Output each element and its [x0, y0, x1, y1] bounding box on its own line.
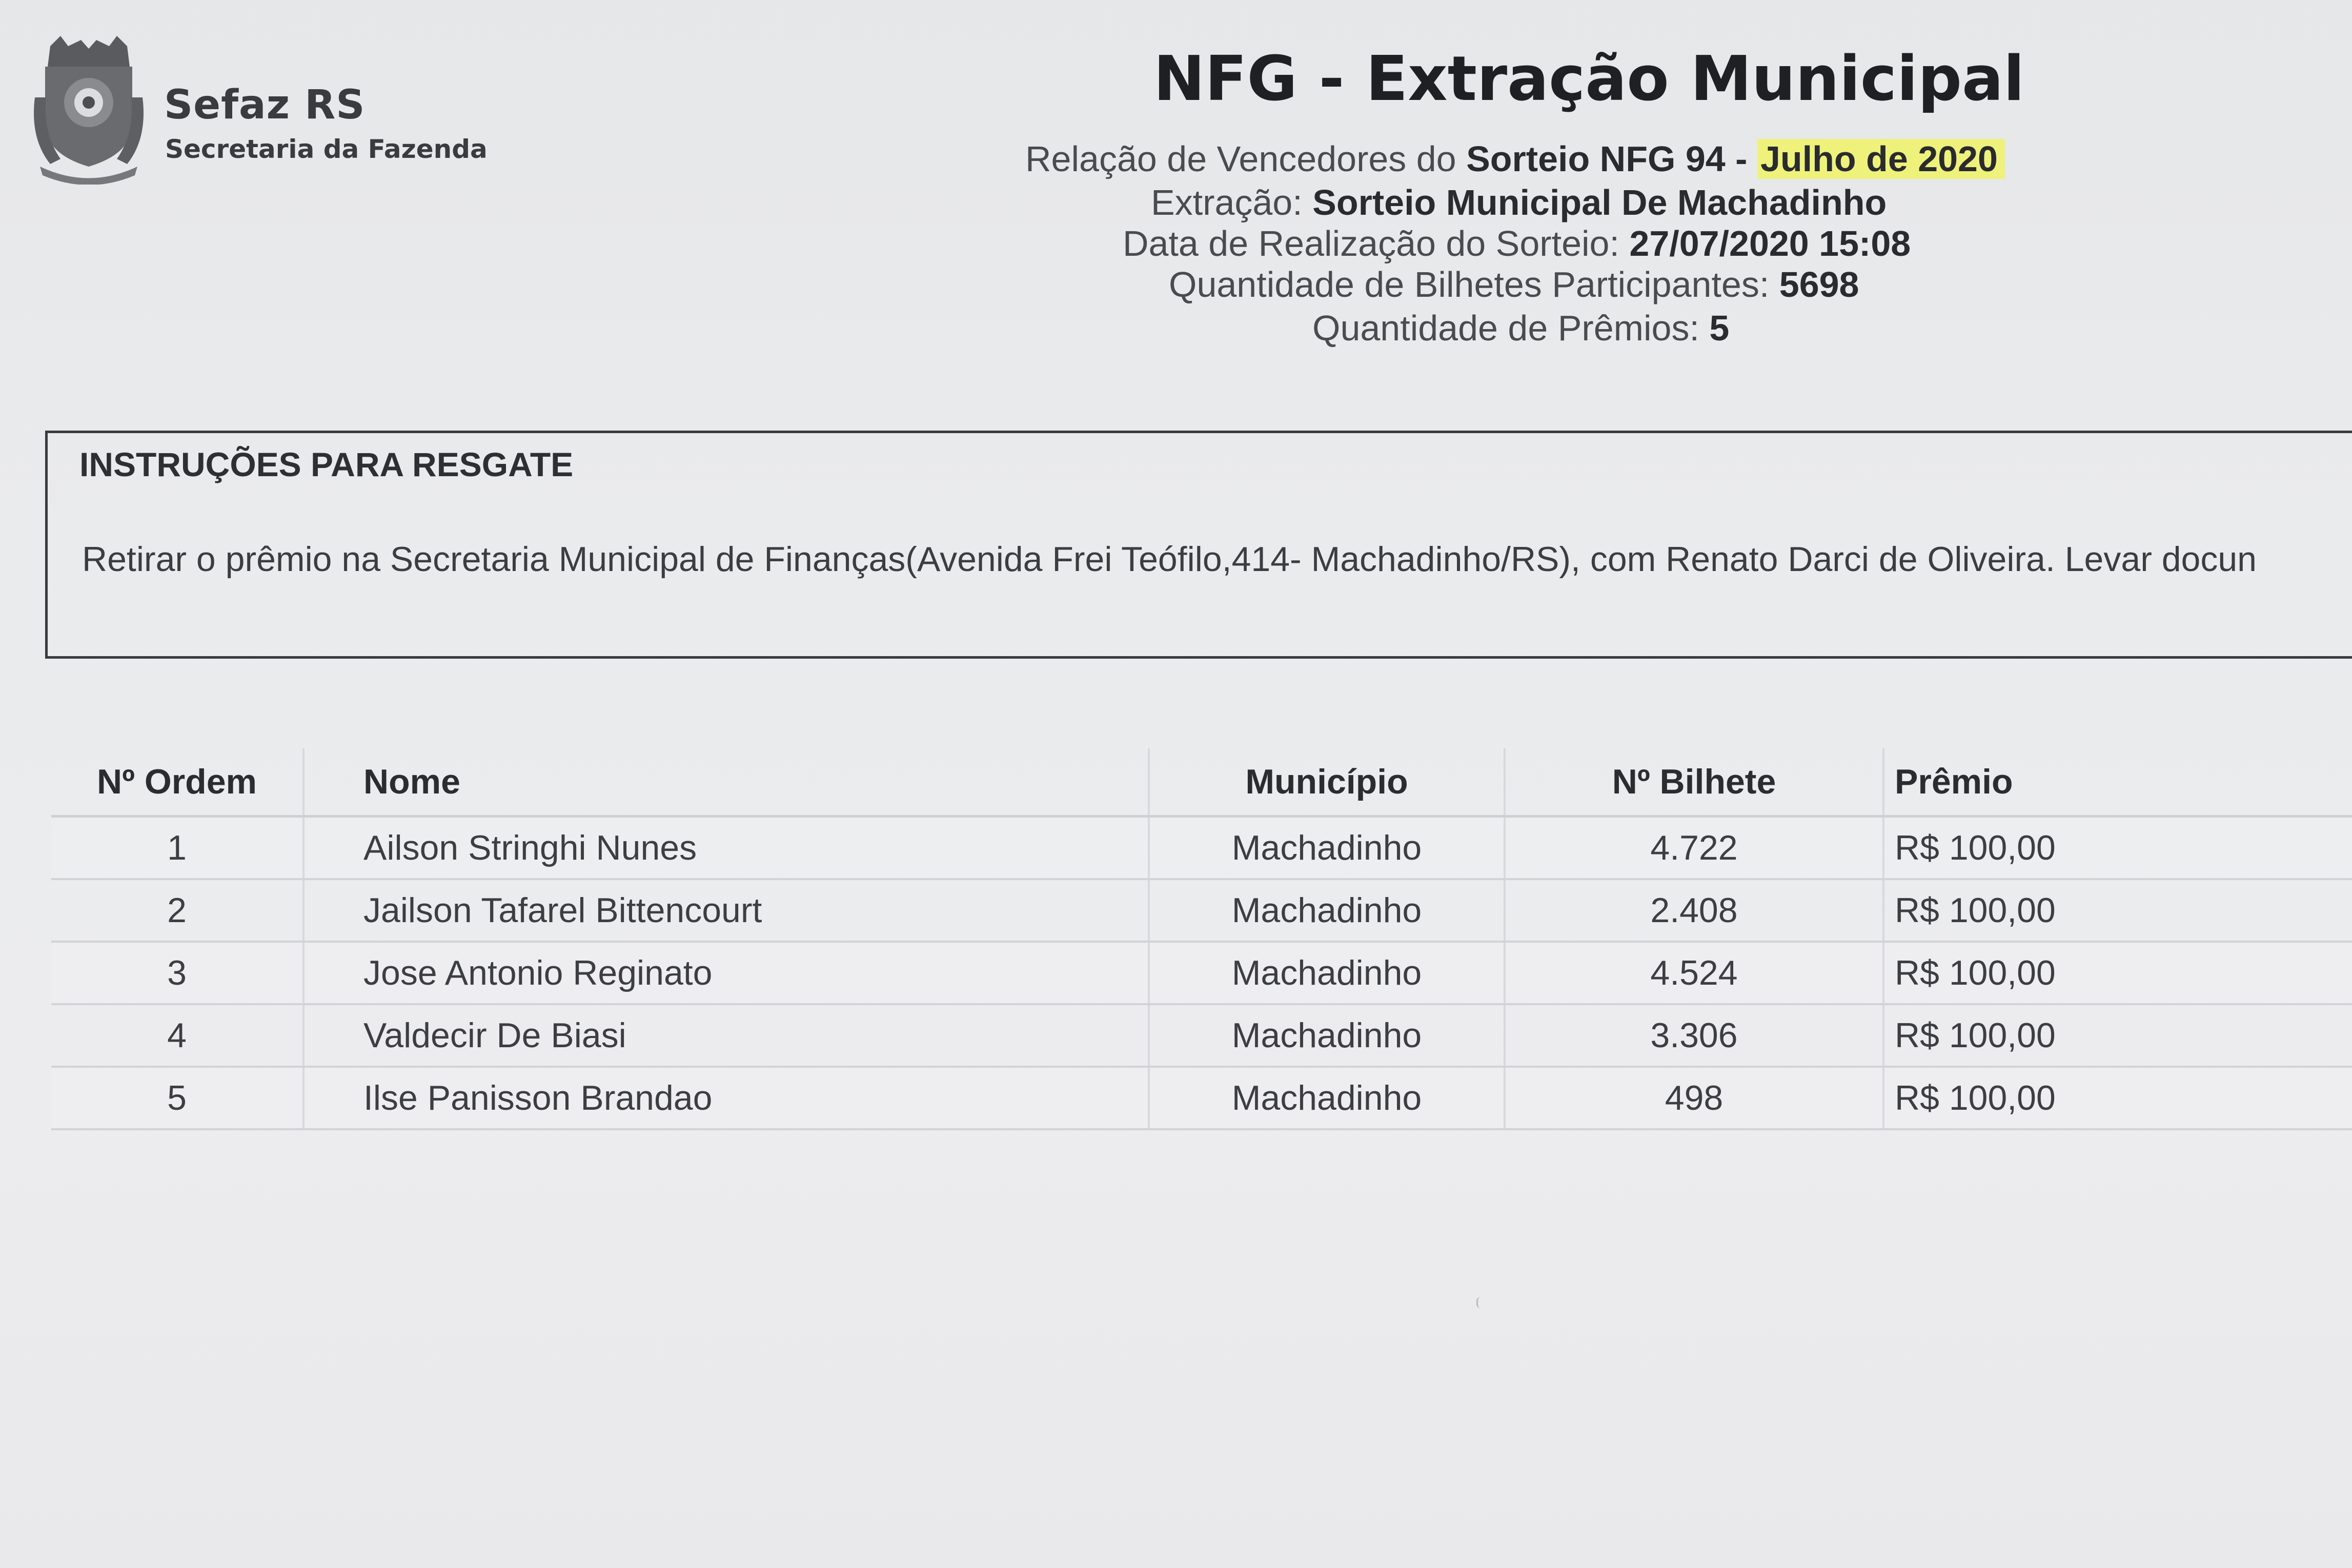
table-row	[51, 879, 2352, 942]
table-row	[51, 817, 2352, 880]
date-label: Data de Realização do Sorteio:	[1123, 223, 1619, 263]
prizes-value: 5	[1709, 308, 1730, 348]
cell-ordem: 3	[51, 942, 303, 1004]
col-header-ordem: Nº Ordem	[51, 748, 303, 817]
tickets-value: 5698	[1779, 264, 1859, 304]
header-line-tickets	[1169, 264, 1859, 305]
winners-table	[51, 748, 2352, 1130]
page-title: NFG - Extração Municipal	[1153, 44, 2025, 115]
col-header-premio: Prêmio	[1883, 748, 2352, 817]
header-line-extraction	[1151, 182, 1887, 223]
draw-month-highlight: Julho de 2020	[1757, 139, 2005, 179]
brand-subtitle: Secretaria da Fazenda	[165, 134, 488, 164]
cell-premio: R$ 100,00	[1883, 879, 2352, 942]
prizes-label: Quantidade de Prêmios:	[1312, 308, 1699, 348]
table-row	[51, 1067, 2352, 1129]
cell-municipio: Machadinho	[1149, 817, 1505, 880]
cell-municipio: Machadinho	[1149, 1067, 1505, 1129]
extraction-value: Sorteio Municipal De Machadinho	[1312, 182, 1887, 222]
cell-nome: Valdecir De Biasi	[303, 1004, 1149, 1067]
cell-bilhete: 4.722	[1505, 817, 1883, 880]
table-row	[51, 1004, 2352, 1067]
brand-name: Sefaz RS	[164, 82, 366, 128]
col-header-nome: Nome	[303, 748, 1149, 817]
col-header-bilhete: Nº Bilhete	[1505, 748, 1883, 817]
cell-nome: Jailson Tafarel Bittencourt	[303, 879, 1149, 942]
cell-premio: R$ 100,00	[1883, 942, 2352, 1004]
extraction-label: Extração:	[1151, 182, 1303, 222]
cell-ordem: 1	[51, 817, 303, 880]
table-header-row	[51, 748, 2352, 817]
instructions-title: INSTRUÇÕES PARA RESGATE	[79, 445, 574, 483]
draw-label: Relação de Vencedores do	[1025, 139, 1456, 179]
cell-bilhete: 2.408	[1505, 879, 1883, 942]
cell-municipio: Machadinho	[1149, 879, 1505, 942]
cell-premio: R$ 100,00	[1883, 817, 2352, 880]
rs-coat-of-arms-icon	[30, 36, 148, 185]
col-header-municipio: Município	[1149, 748, 1505, 817]
cell-bilhete: 498	[1505, 1067, 1883, 1129]
paper-mark	[1476, 1297, 1485, 1308]
header-line-date	[1123, 223, 1911, 264]
header-line-prizes	[1312, 308, 1729, 349]
cell-municipio: Machadinho	[1149, 1004, 1505, 1067]
cell-municipio: Machadinho	[1149, 942, 1505, 1004]
cell-nome: Ilse Panisson Brandao	[303, 1067, 1149, 1129]
cell-ordem: 2	[51, 879, 303, 942]
date-value: 27/07/2020 15:08	[1629, 223, 1911, 263]
cell-ordem: 5	[51, 1067, 303, 1129]
draw-value: Sorteio NFG 94 -	[1466, 139, 1757, 179]
cell-premio: R$ 100,00	[1883, 1004, 2352, 1067]
cell-ordem: 4	[51, 1004, 303, 1067]
cell-bilhete: 3.306	[1505, 1004, 1883, 1067]
cell-nome: Jose Antonio Reginato	[303, 942, 1149, 1004]
cell-bilhete: 4.524	[1505, 942, 1883, 1004]
header-line-draw	[1025, 138, 2005, 179]
cell-nome: Ailson Stringhi Nunes	[303, 817, 1149, 880]
table-row	[51, 942, 2352, 1004]
tickets-label: Quantidade de Bilhetes Participantes:	[1169, 264, 1770, 304]
cell-premio: R$ 100,00	[1883, 1067, 2352, 1129]
instructions-text: Retirar o prêmio na Secretaria Municipal de Finanças(Avenida Frei Teófilo,414- Machadinho/RS), com Renato Darci de Oliveira. Levar docun	[82, 540, 2257, 579]
